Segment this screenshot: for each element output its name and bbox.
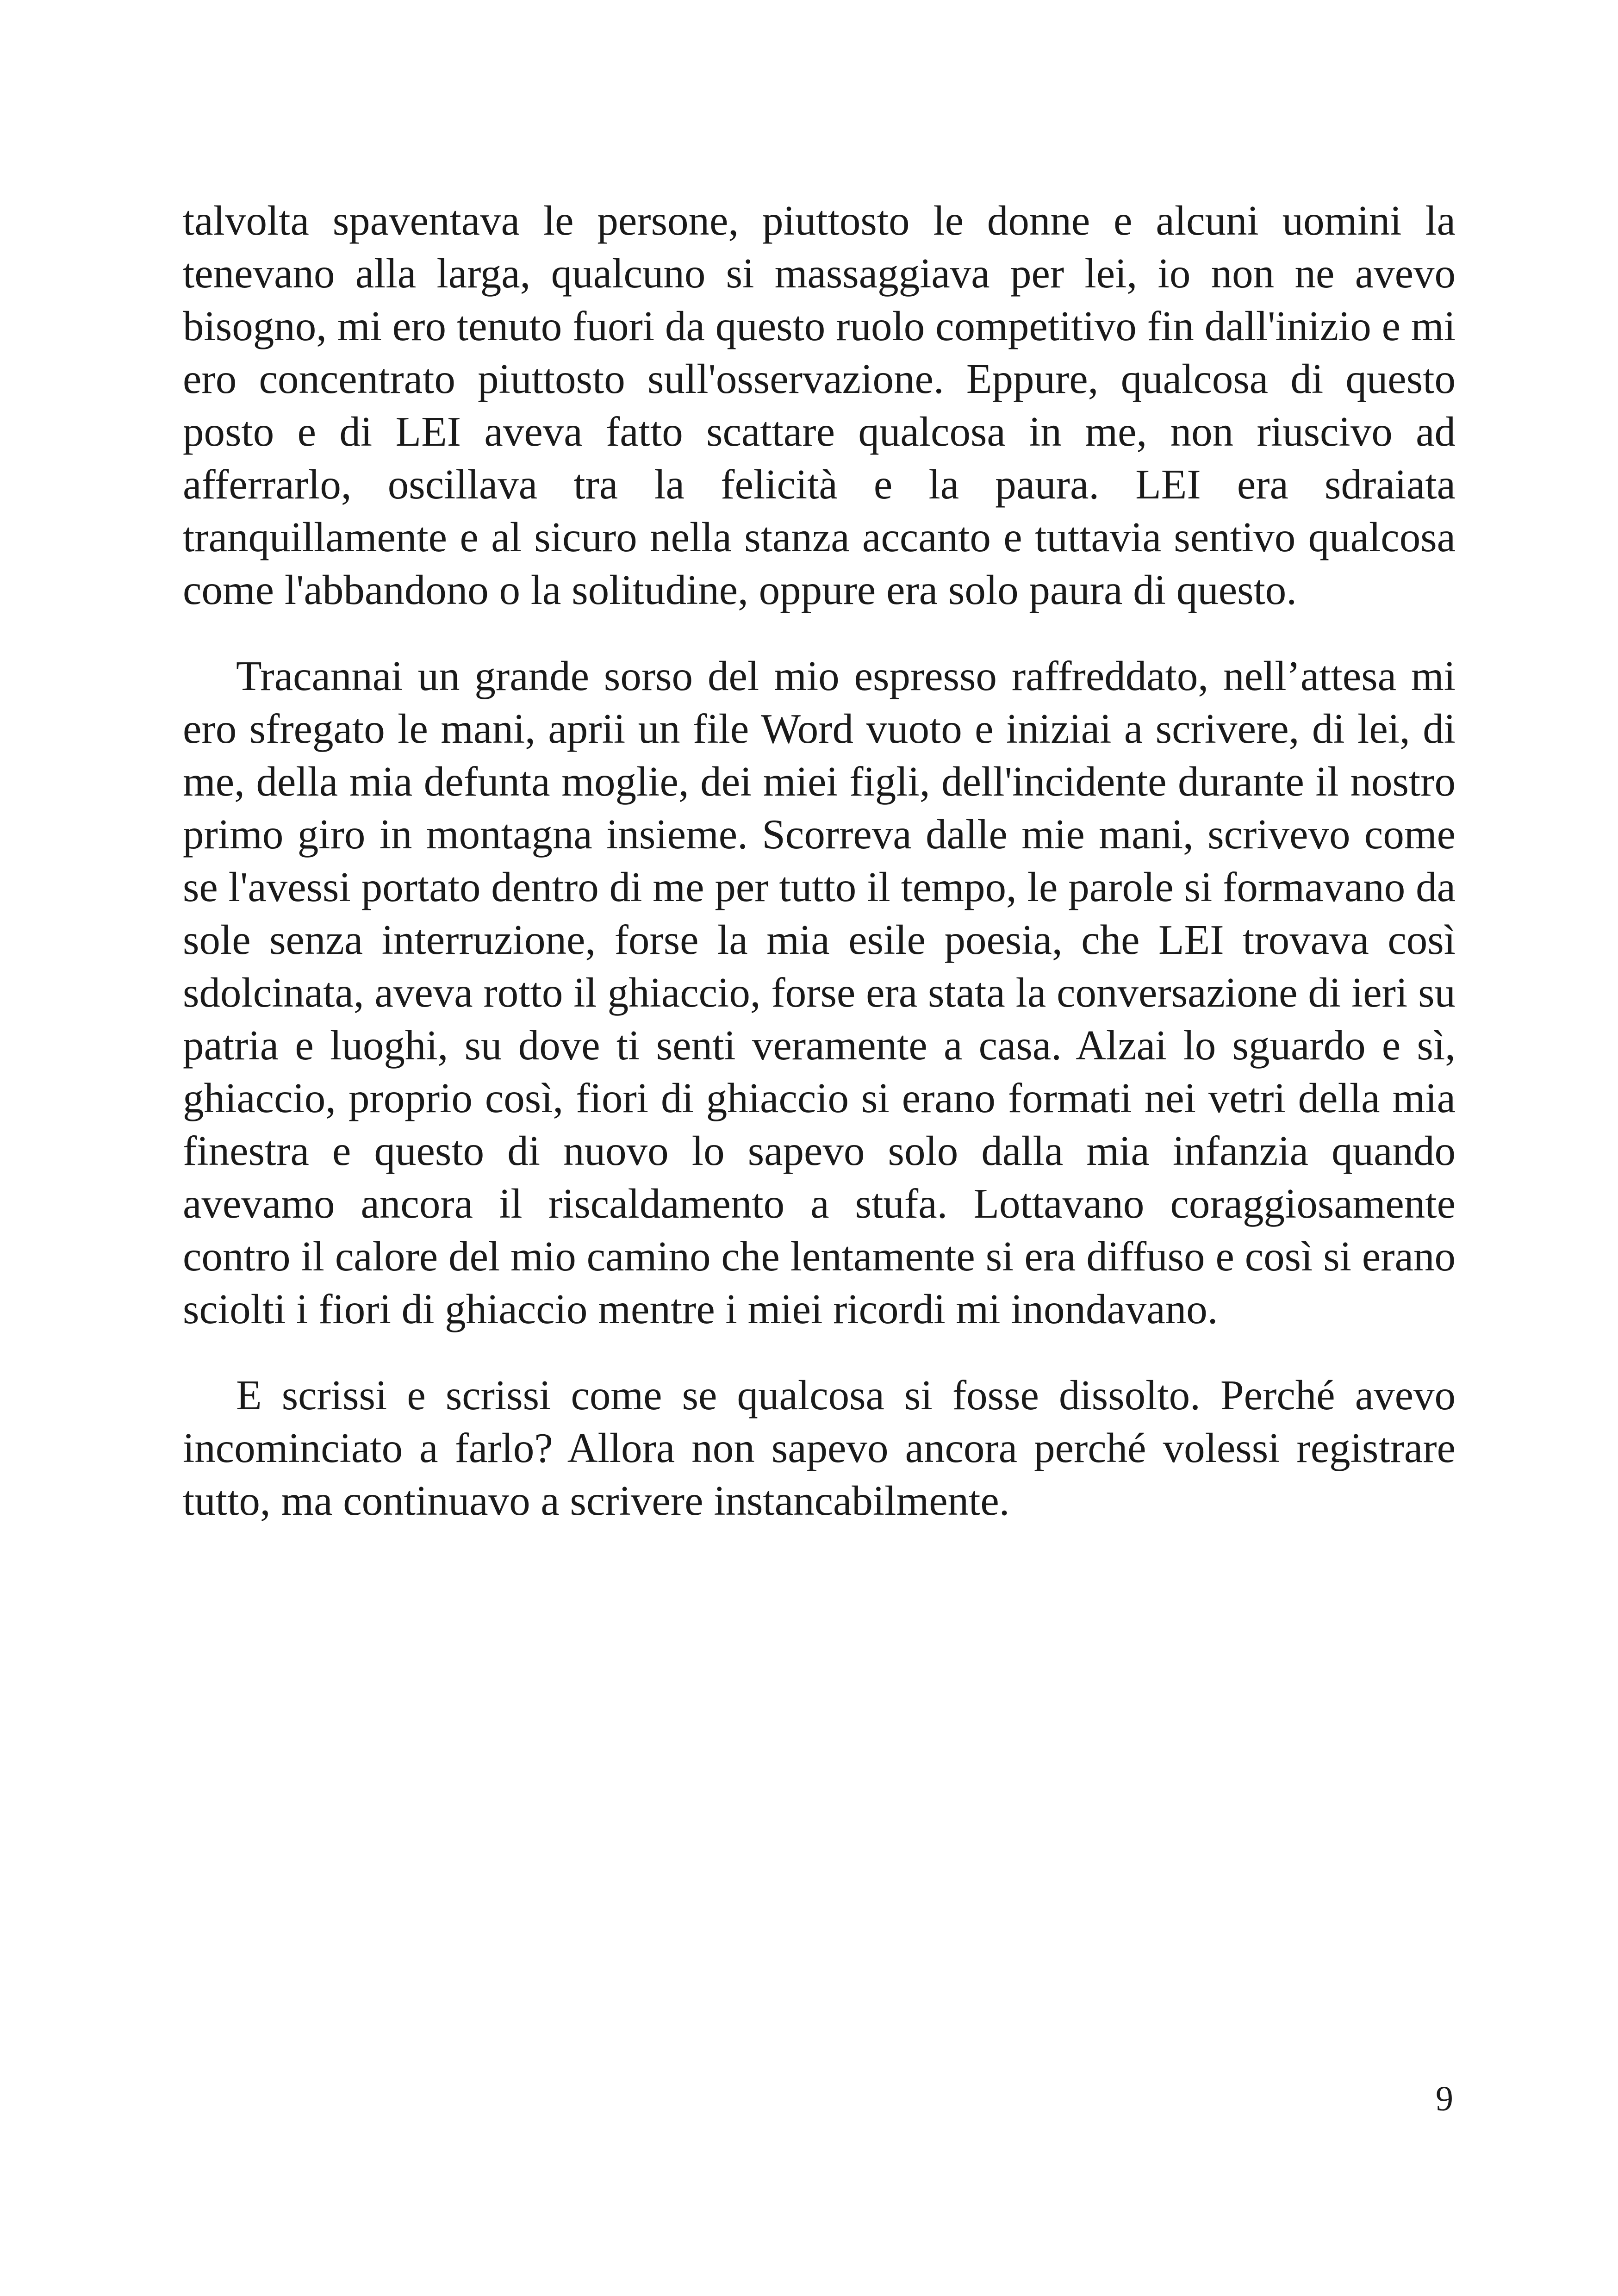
paragraph-espresso: Tracannai un grande sorso del mio espresso raffreddato, nell’attesa mi ero sfregato le mani, aprii un file Word vuoto e iniziai a scrivere, di lei, di me, della mia defunta moglie, dei miei figli, dell'incidente durante il nostro primo giro in montagna insieme. Scorreva dalle mie mani, scrivevo come se l'avessi portato dentro di me per tutto il tempo, le parole si formavano da sole senza interruzione, forse la mia esile poesia, che LEI trovava così sdolcinata, aveva rotto il ghiaccio, forse era stata la conversazione di ieri su patria e luoghi, su dove ti senti veramente a casa. Alzai lo sguardo e sì, ghiaccio, proprio così, fiori di ghiaccio si erano formati nei vetri della mia finestra e questo di nuovo lo sapevo solo dalla mia infanzia quando avevamo ancora il riscaldamento a stufa. Lottavano coraggiosamente contro il calore del mio camino che lentamente si era diffuso e così si erano sciolti i fiori di ghiaccio mentre i miei ricordi mi inondavano. — [183, 653, 1456, 1332]
page-number: 9 — [1436, 2079, 1453, 2118]
paragraph-writing: E scrissi e scrissi come se qualcosa si fosse dissolto. Perché avevo incominciato a farlo? Allora non sapevo ancora perché volessi registrare tutto, ma continuavo a scrivere instancabilmente. — [183, 1372, 1456, 1524]
paragraph-continuation: talvolta spaventava le persone, piuttosto le donne e alcuni uomini la tenevano alla larga, qualcuno si massaggiava per lei, io non ne avevo bisogno, mi ero tenuto fuori da questo ruolo competitivo fin dall'inizio e mi ero concentrato piuttosto sull'osservazione. Eppure, qualcosa di questo posto e di LEI aveva fatto scattare qualcosa in me, non riuscivo ad afferrarlo, oscillava tra la felicità e la paura. LEI era sdraiata tranquillamente e al sicuro nella stanza accanto e tuttavia sentivo qualcosa come l'abbandono o la solitudine, oppure era solo paura di questo. — [183, 197, 1456, 613]
body-text — [183, 194, 1456, 1561]
